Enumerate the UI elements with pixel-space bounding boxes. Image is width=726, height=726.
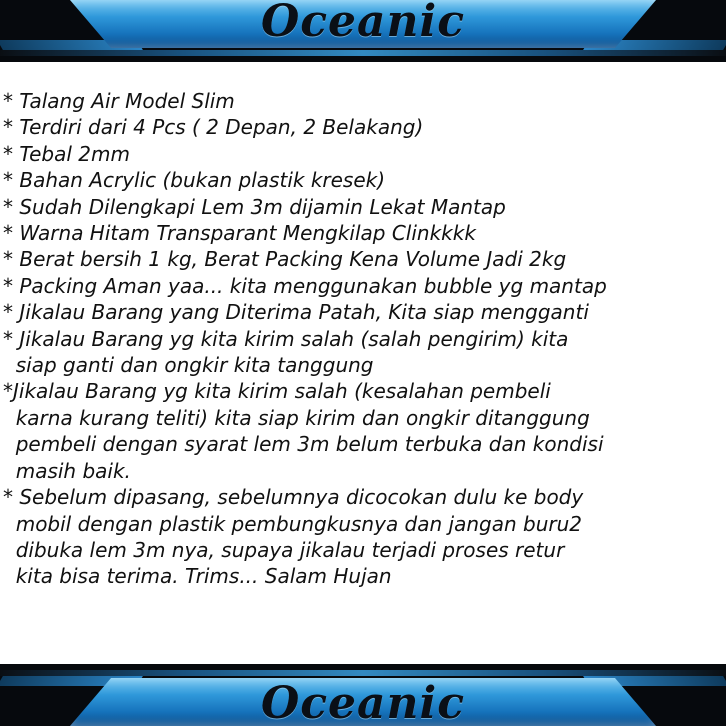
description-line: pembeli dengan syarat lem 3m belum terbuka dan kondisi (3, 432, 604, 457)
description-line: * Talang Air Model Slim (3, 89, 235, 113)
banner-stripe (0, 670, 726, 676)
description-line: siap ganti dan ongkir kita tanggung (3, 353, 374, 378)
description-line: * Jikalau Barang yg kita kirim salah (salah pengirim) kita (3, 326, 569, 351)
description-line: karna kurang teliti) kita siap kirim dan ongkir ditanggung (3, 405, 590, 430)
description-line: dibuka lem 3m nya, supaya jikalau terjadi proses retur (3, 537, 565, 562)
description-line: kita bisa terima. Trims... Salam Hujan (3, 564, 392, 589)
top-banner (0, 0, 726, 62)
product-description-list (3, 88, 723, 590)
description-line: * Packing Aman yaa... kita menggunakan bubble yg mantap (3, 273, 607, 298)
description-line: * Sudah Dilengkapi Lem 3m dijamin Lekat Mantap (3, 194, 506, 219)
description-line: * Bahan Acrylic (bukan plastik kresek) (3, 168, 386, 193)
description-line: *Jikalau Barang yg kita kirim salah (kesalahan pembeli (3, 379, 551, 404)
description-line: mobil dengan plastik pembungkusnya dan jangan buru2 (3, 511, 583, 536)
description-panel (0, 62, 726, 664)
description-line: * Terdiri dari 4 Pcs ( 2 Depan, 2 Belakang) (3, 115, 424, 140)
banner-stripe (0, 50, 726, 56)
description-line: masih baik. (3, 458, 131, 483)
brand-title-bottom: Oceanic (260, 678, 466, 726)
description-line: * Sebelum dipasang, sebelumnya dicocokan dulu ke body (3, 485, 584, 510)
description-line: * Jikalau Barang yang Diterima Patah, Kita siap mengganti (3, 300, 589, 325)
bottom-banner (0, 664, 726, 726)
brand-title-top: Oceanic (260, 0, 466, 47)
description-line: * Warna Hitam Transparant Mengkilap Clinkkkk (3, 221, 476, 246)
description-line: * Berat bersih 1 kg, Berat Packing Kena Volume Jadi 2kg (3, 247, 567, 272)
description-line: * Tebal 2mm (3, 141, 130, 166)
